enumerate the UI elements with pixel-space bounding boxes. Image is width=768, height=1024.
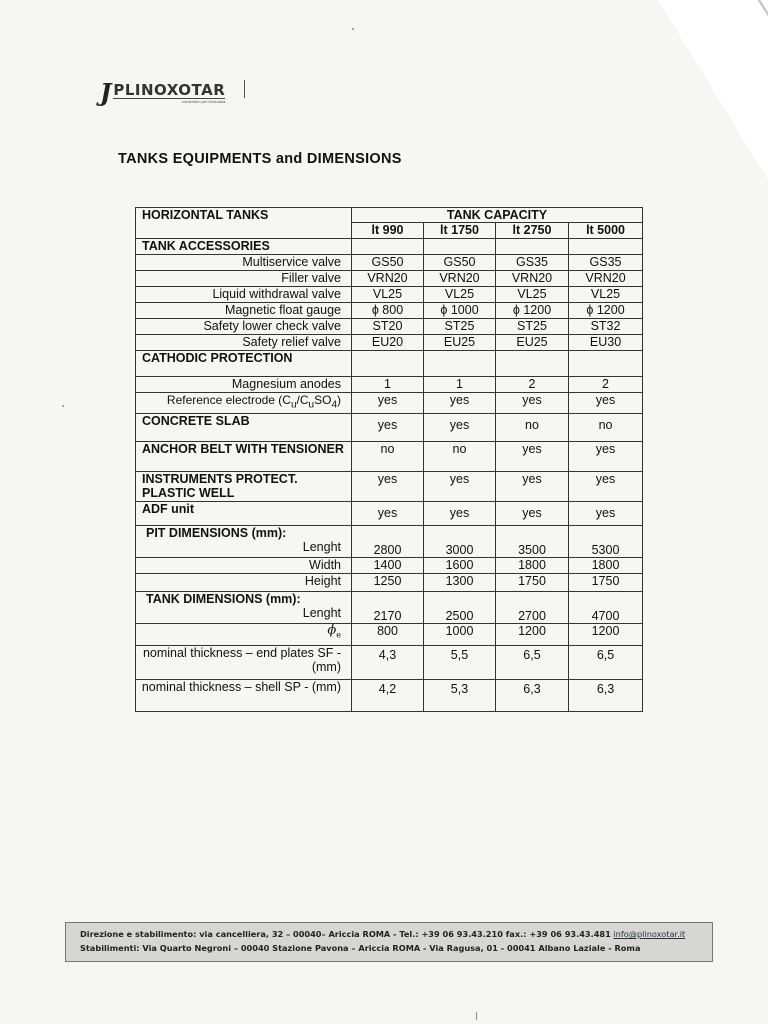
reference-electrode-label: Reference electrode $(C_u/C_uSO_4)$ xyxy=(136,393,352,414)
value-cell: 2800 xyxy=(352,526,424,558)
value-cell: yes xyxy=(352,472,424,502)
value-cell: 1200 xyxy=(569,624,643,646)
accessory-label: Magnetic float gauge xyxy=(136,303,352,319)
value-cell: GS50 xyxy=(424,255,496,271)
logo-tagline: contenitori per l'industria xyxy=(182,99,226,104)
value-cell: yes xyxy=(496,393,569,414)
capacity-col-header: lt 1750 xyxy=(424,223,496,239)
table-row xyxy=(136,558,643,574)
document-title: TANKS EQUIPMENTS and DIMENSIONS xyxy=(118,151,402,167)
value-cell: no xyxy=(496,414,569,442)
scan-speck xyxy=(352,28,354,30)
table-row xyxy=(136,271,643,287)
capacity-col-header: lt 5000 xyxy=(569,223,643,239)
value-cell: 1000 xyxy=(424,624,496,646)
footer-line-2 xyxy=(80,941,698,955)
value-cell: 1250 xyxy=(352,574,424,592)
value-cell: GS35 xyxy=(496,255,569,271)
capacity-col-header: lt 2750 xyxy=(496,223,569,239)
section-heading-tank-dimensions: TANK DIMENSIONS (mm): xyxy=(146,592,301,606)
value-cell: ϕ 1200 xyxy=(496,303,569,319)
value-cell: VRN20 xyxy=(352,271,424,287)
instruments-label: INSTRUMENTS PROTECT. PLASTIC WELL xyxy=(136,472,352,502)
table-row xyxy=(136,526,643,558)
empty-cell xyxy=(424,351,496,377)
value-cell: 1750 xyxy=(569,574,643,592)
value-cell: yes xyxy=(352,502,424,526)
value-cell: 4,3 xyxy=(352,646,424,680)
table-row xyxy=(136,393,643,414)
value-cell: VRN20 xyxy=(424,271,496,287)
value-cell: 2 xyxy=(496,377,569,393)
value-cell: ϕ 1200 xyxy=(569,303,643,319)
accessory-label: Filler valve xyxy=(136,271,352,287)
value-cell: VRN20 xyxy=(569,271,643,287)
value-cell: 2 xyxy=(569,377,643,393)
value-cell: EU25 xyxy=(496,335,569,351)
footer-address-plants: Stabilimenti: Via Quarto Negroni – 00040 Stazione Pavona – Ariccia ROMA - Via Ragusa, 01 - 00041 Albano Laziale - Roma xyxy=(80,943,641,953)
value-cell: yes xyxy=(496,442,569,472)
value-cell: ST25 xyxy=(424,319,496,335)
cathodic-label: Magnesium anodes xyxy=(136,377,352,393)
value-cell: 5,5 xyxy=(424,646,496,680)
table-row xyxy=(136,624,643,646)
external-diameter-label: $\phi_e$ xyxy=(136,624,352,646)
empty-cell xyxy=(352,351,424,377)
value-cell: 6,3 xyxy=(496,680,569,712)
value-cell: 1200 xyxy=(496,624,569,646)
section-heading-tank-accessories: TANK ACCESSORIES xyxy=(136,239,352,255)
logo-text xyxy=(113,82,225,104)
value-cell: 6,5 xyxy=(569,646,643,680)
accessory-label: Liquid withdrawal valve xyxy=(136,287,352,303)
value-cell: yes xyxy=(569,502,643,526)
value-cell: 4700 xyxy=(569,592,643,624)
value-cell: EU25 xyxy=(424,335,496,351)
adf-label: ADF unit xyxy=(136,502,352,526)
value-cell: 3000 xyxy=(424,526,496,558)
pit-height-label: Height xyxy=(136,574,352,592)
table-row xyxy=(136,574,643,592)
accessory-label: Safety relief valve xyxy=(136,335,352,351)
table-row xyxy=(136,592,643,624)
value-cell: VL25 xyxy=(352,287,424,303)
anchor-belt-label: ANCHOR BELT WITH TENSIONER xyxy=(136,442,352,472)
value-cell: yes xyxy=(496,502,569,526)
table-row xyxy=(136,255,643,271)
value-cell: yes xyxy=(352,414,424,442)
value-cell: 800 xyxy=(352,624,424,646)
value-cell: VL25 xyxy=(569,287,643,303)
footer-address-main: Direzione e stabilimento: via cancelliera, 32 – 00040– Ariccia ROMA - Tel.: +39 06 93.43.210 fax.: +39 06 93.43.481 xyxy=(80,929,611,939)
scan-speck xyxy=(62,405,64,407)
company-logo xyxy=(100,78,225,108)
table-row xyxy=(136,502,643,526)
tank-length-label: Lenght xyxy=(302,606,341,620)
section-heading-cathodic-protection: CATHODIC PROTECTION xyxy=(136,351,352,377)
thickness-end-label: nominal thickness – end plates SF - (mm) xyxy=(136,646,352,680)
value-cell: yes xyxy=(569,393,643,414)
value-cell: 1600 xyxy=(424,558,496,574)
value-cell: 4,2 xyxy=(352,680,424,712)
table-row xyxy=(136,303,643,319)
table-row xyxy=(136,377,643,393)
accessory-label: Safety lower check valve xyxy=(136,319,352,335)
value-cell: GS50 xyxy=(352,255,424,271)
value-cell: 1 xyxy=(424,377,496,393)
table-row xyxy=(136,442,643,472)
value-cell: yes xyxy=(352,393,424,414)
page-fold-corner xyxy=(658,0,768,180)
tank-dimensions-cell xyxy=(136,592,352,624)
value-cell: yes xyxy=(569,472,643,502)
value-cell: yes xyxy=(569,442,643,472)
value-cell: 1800 xyxy=(569,558,643,574)
value-cell: 1 xyxy=(352,377,424,393)
footer-line-1 xyxy=(80,927,698,941)
value-cell: GS35 xyxy=(569,255,643,271)
pit-dimensions-cell xyxy=(136,526,352,558)
footer-address-box xyxy=(65,922,713,962)
tank-spec-table xyxy=(135,207,643,712)
thickness-shell-label: nominal thickness – shell SP - (mm) xyxy=(136,680,352,712)
table-row xyxy=(136,414,643,442)
pit-width-label: Width xyxy=(136,558,352,574)
table-row xyxy=(136,680,643,712)
value-cell: 1300 xyxy=(424,574,496,592)
table-row xyxy=(136,472,643,502)
value-cell: ϕ 800 xyxy=(352,303,424,319)
concrete-slab-label: CONCRETE SLAB xyxy=(136,414,352,442)
empty-cell xyxy=(569,351,643,377)
value-cell: ST20 xyxy=(352,319,424,335)
value-cell: VRN20 xyxy=(496,271,569,287)
value-cell: yes xyxy=(424,414,496,442)
tank-capacity-header: TANK CAPACITY xyxy=(352,208,643,223)
pit-length-label: Lenght xyxy=(302,540,341,554)
value-cell: 6,3 xyxy=(569,680,643,712)
value-cell: EU20 xyxy=(352,335,424,351)
value-cell: 1750 xyxy=(496,574,569,592)
logo-mark-icon: J xyxy=(100,78,112,107)
value-cell: yes xyxy=(424,502,496,526)
logo-name: PLINOXOTAR xyxy=(113,81,226,99)
logo-divider xyxy=(244,80,245,98)
value-cell: 1800 xyxy=(496,558,569,574)
value-cell: 2500 xyxy=(424,592,496,624)
value-cell: no xyxy=(424,442,496,472)
table-row xyxy=(136,335,643,351)
table-row xyxy=(136,319,643,335)
table-corner-header: HORIZONTAL TANKS xyxy=(136,208,352,239)
table-row xyxy=(136,351,643,377)
table-row xyxy=(136,646,643,680)
scan-speck xyxy=(476,1012,477,1020)
value-cell: yes xyxy=(424,393,496,414)
value-cell: 3500 xyxy=(496,526,569,558)
value-cell: 6,5 xyxy=(496,646,569,680)
value-cell: 1400 xyxy=(352,558,424,574)
value-cell: yes xyxy=(496,472,569,502)
value-cell: yes xyxy=(424,472,496,502)
value-cell: VL25 xyxy=(496,287,569,303)
value-cell: VL25 xyxy=(424,287,496,303)
empty-cell xyxy=(496,351,569,377)
value-cell: 5,3 xyxy=(424,680,496,712)
value-cell: ST25 xyxy=(496,319,569,335)
value-cell: 2700 xyxy=(496,592,569,624)
value-cell: no xyxy=(569,414,643,442)
accessory-label: Multiservice valve xyxy=(136,255,352,271)
table-row xyxy=(136,287,643,303)
value-cell: ϕ 1000 xyxy=(424,303,496,319)
value-cell: no xyxy=(352,442,424,472)
value-cell: 5300 xyxy=(569,526,643,558)
value-cell: ST32 xyxy=(569,319,643,335)
value-cell: EU30 xyxy=(569,335,643,351)
capacity-col-header: lt 990 xyxy=(352,223,424,239)
value-cell: 2170 xyxy=(352,592,424,624)
footer-email-link[interactable]: info@plinoxotar.it xyxy=(613,929,686,939)
section-heading-pit-dimensions: PIT DIMENSIONS (mm): xyxy=(146,526,287,540)
